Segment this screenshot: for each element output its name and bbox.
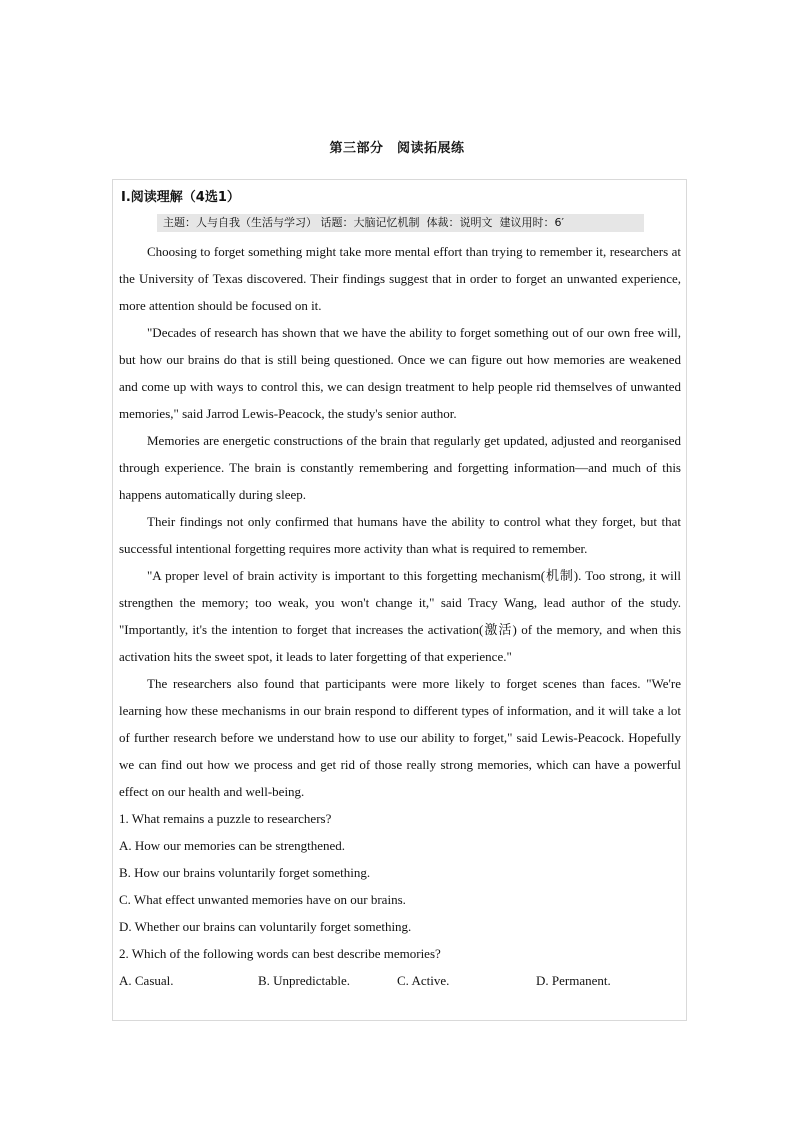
topic-bar: 主题：人与自我（生活与学习） 话题：大脑记忆机制 体裁：说明文 建议用时：6′ <box>157 214 644 232</box>
question-1-option-b: B. How our brains voluntarily forget something. <box>119 865 371 880</box>
question-2-options <box>119 967 681 994</box>
paragraph: Their findings not only confirmed that humans have the ability to control what they forget, but that successful intentional forgetting requires more activity than what is required to remember. <box>119 514 681 556</box>
passage <box>119 238 681 994</box>
question-2-stem: 2. Which of the following words can best describe memories? <box>119 946 441 961</box>
question-2-option-c: C. Active. <box>397 973 450 988</box>
paragraph: Choosing to forget something might take more mental effort than trying to remember it, researchers at the University of Texas discovered. Their findings suggest that in order to forget an unwanted experience, more attention should be focused on it. <box>119 244 681 313</box>
paragraph: "Decades of research has shown that we have the ability to forget something out of our own free will, but how our brains do that is still being questioned. Once we can figure out how memories are weakened and come up with ways to control this, we can design treatment to help people rid themselves of unwanted memories," said Jarrod Lewis-Peacock, the study's senior author. <box>119 325 681 421</box>
paragraph: The researchers also found that participants were more likely to forget scenes than faces. "We're learning how these mechanisms in our brain respond to different types of information, and it will take a lot of further research before we understand how to use our ability to forget," said Lewis-Peacock. Hopefully we can find out how we process and get rid of those really strong memories, which can have a powerful effect on our health and well-being. <box>119 676 681 799</box>
question-1-option-d: D. Whether our brains can voluntarily forget something. <box>119 919 412 934</box>
question-1-option-c: C. What effect unwanted memories have on our brains. <box>119 892 406 907</box>
question-1-stem: 1. What remains a puzzle to researchers? <box>119 811 332 826</box>
paragraph: "A proper level of brain activity is important to this forgetting mechanism(机制). Too strong, it will strengthen the memory; too weak, you won't change it," said Tracy Wang, lead author of the study. "Importantly, it's the intention to forget that increases the activation(激活) of the memory, and when this activation hits the sweet spot, it leads to later forgetting of that experience." <box>119 568 681 664</box>
question-1-option-a: A. How our memories can be strengthened. <box>119 838 345 853</box>
paragraph: Memories are energetic constructions of the brain that regularly get updated, adjusted and reorganised through experience. The brain is constantly remembering and forgetting information—and much of this happens automatically during sleep. <box>119 433 681 502</box>
question-2-option-a: A. Casual. <box>119 973 174 988</box>
section-heading: Ⅰ.阅读理解（4选1） <box>121 190 240 205</box>
question-2-option-d: D. Permanent. <box>536 973 611 988</box>
page-title: 第三部分 阅读拓展练 <box>329 141 465 156</box>
question-2-option-b: B. Unpredictable. <box>258 973 351 988</box>
